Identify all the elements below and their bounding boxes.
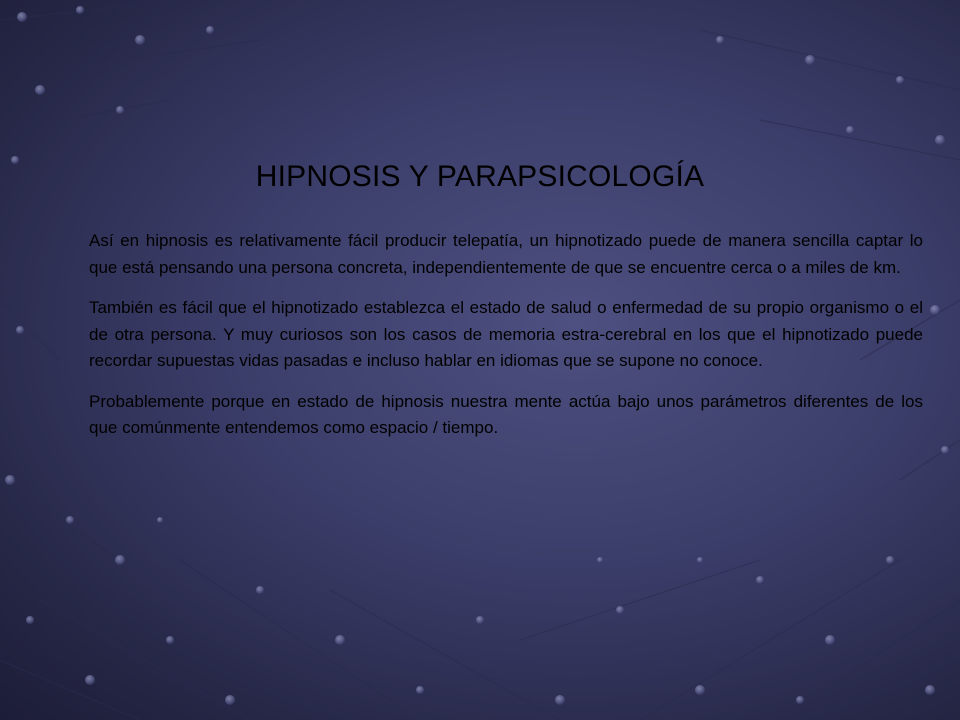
paragraph-space-time: Probablemente porque en estado de hipnosis nuestra mente actúa bajo unos parámetros diferentes de los que comúnmente entendemos como espacio / tiempo.: [89, 391, 923, 437]
paragraph-telepathy: Así en hipnosis es relativamente fácil producir telepatía, un hipnotizado puede de manera sencilla captar lo que está pensando una persona concreta, independientemente de que se encuentre cerca o a miles de km.: [89, 231, 923, 277]
paragraph-health-memory: También es fácil que el hipnotizado establezca el estado de salud o enfermedad de su propio organismo o el de otra persona. Y muy curiosos son los casos de memoria estra-cerebral en los que el hipnotizado puede recordar supuestas vidas pasadas e incluso hablar en idiomas que se supone no conoce.: [89, 298, 923, 370]
slide-body: [89, 228, 923, 456]
slide-title: HIPNOSIS Y PARAPSICOLOGÍA: [255, 160, 705, 193]
